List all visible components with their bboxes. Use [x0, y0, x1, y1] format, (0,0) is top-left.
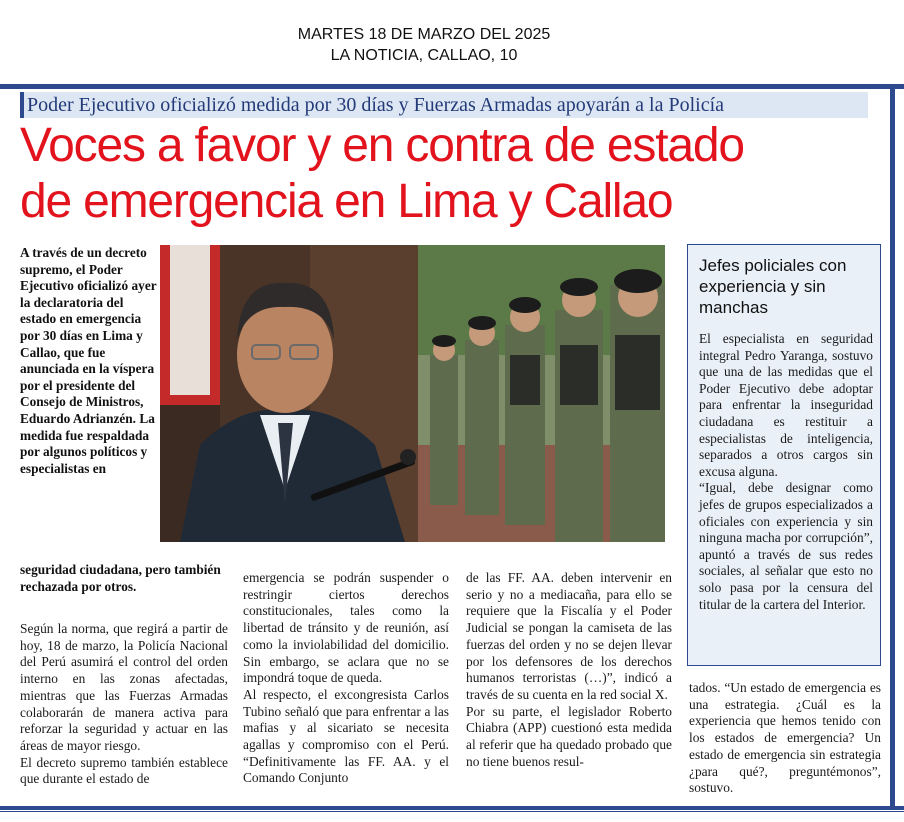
headline — [20, 118, 880, 230]
news-photo-illustration — [160, 245, 665, 542]
body-paragraph: tados. “Un estado de emergencia es una estrategia. ¿Cuál es la experiencia que hemos tenido con los estados de emergencia? Un estado de emergencia sin estrategia ¿para qué?, preguntémonos”, sostuvo. — [689, 680, 881, 796]
body-paragraph: emergencia se podrán suspender o restringir ciertos derechos constitucionales, tales como la libertad de tránsito y de reunión, así como la inviolabilidad del domicilio. Sin embargo, se aclara que no se impondrá toque de queda. — [243, 570, 449, 686]
lead-paragraph-part-2: seguridad ciudadana, pero también rechazada por otros. — [20, 562, 221, 594]
body-paragraph: Por su parte, el legislador Roberto Chiabra (APP) cuestionó esta medida al referir que ha quedado probado que no tiene buenos resul- — [466, 703, 672, 769]
right-border-bar — [890, 88, 895, 806]
paper-line: LA NOTICIA, CALLAO, 10 — [330, 47, 518, 64]
kicker: Poder Ejecutivo oficializó medida por 30 días y Fuerzas Armadas apoyarán a la Policía — [27, 94, 725, 116]
sidebar-paragraph: “Igual, debe designar como jefes de grupos especializados a oficiales con experiencia y sin ninguna macha por corrupción”, apuntó a través de sus redes sociales, al señalar que esto no solo pasa por la censura del titular de la cartera del Interior. — [699, 480, 873, 612]
body-column-3 — [466, 570, 672, 770]
dateline — [0, 24, 848, 66]
body-column-4 — [689, 680, 881, 797]
bottom-rule — [0, 806, 904, 810]
lead-paragraph-part-1: A través de un decreto supremo, el Poder Ejecutivo oficializó ayer la declaratoria del estado en emergencia por 30 días en Lima y Callao, que fue anunciada en la víspera por el presidente del Consejo de Ministros, Eduardo Adrianzén. La medida fue respaldada por algunos políticos y especialistas en — [20, 245, 157, 476]
body-paragraph: de las FF. AA. deben intervenir en serio y no a mediacaña, para ello se requiere que la Fiscalía y el Poder Judicial se pongan la camiseta de las fuerzas del orden y no se dejen llevar por los defensores de los derechos humanos terroristas (…)”, indicó a través de su cuenta en la red social X. — [466, 570, 672, 702]
body-column-2 — [243, 570, 449, 787]
body-paragraph: Al respecto, el excongresista Carlos Tubino señaló que para enfrentar a las mafias y al sicariato se necesita agallas y compromiso con el Perú. “Definitivamente las FF. AA. y el Comando Conjunto — [243, 686, 449, 786]
sidebar-paragraph: El especialista en seguridad integral Pedro Yaranga, sostuvo que una de las medidas que el Poder Ejecutivo debe adoptar para enfrentar la inseguridad ciudadana es restituir a especialistas de inteligencia, separados a otros cargos sin excusa alguna. — [699, 331, 873, 479]
news-photo — [160, 245, 665, 542]
date-line: MARTES 18 DE MARZO DEL 2025 — [297, 26, 551, 43]
sidebar-body — [699, 331, 873, 613]
headline-line-1: Voces a favor y en contra de estado — [20, 119, 744, 172]
sidebar-title: Jefes policiales con experiencia y sin manchas — [699, 256, 847, 317]
top-rule — [0, 84, 904, 89]
body-paragraph: El decreto supremo también establece que durante el estado de — [20, 754, 228, 787]
headline-line-2: de emergencia en Lima y Callao — [20, 175, 673, 228]
body-paragraph: Según la norma, que regirá a partir de hoy, 18 de marzo, la Policía Nacional del Perú asumirá el control del orden interno en las zonas afectadas, mientras que las Fuerzas Armadas colaborarán de manera activa para reforzar la seguridad y actuar en las áreas de mayor riesgo. — [20, 621, 228, 753]
body-column-1 — [20, 621, 228, 788]
bottom-rule-thin — [0, 811, 904, 812]
